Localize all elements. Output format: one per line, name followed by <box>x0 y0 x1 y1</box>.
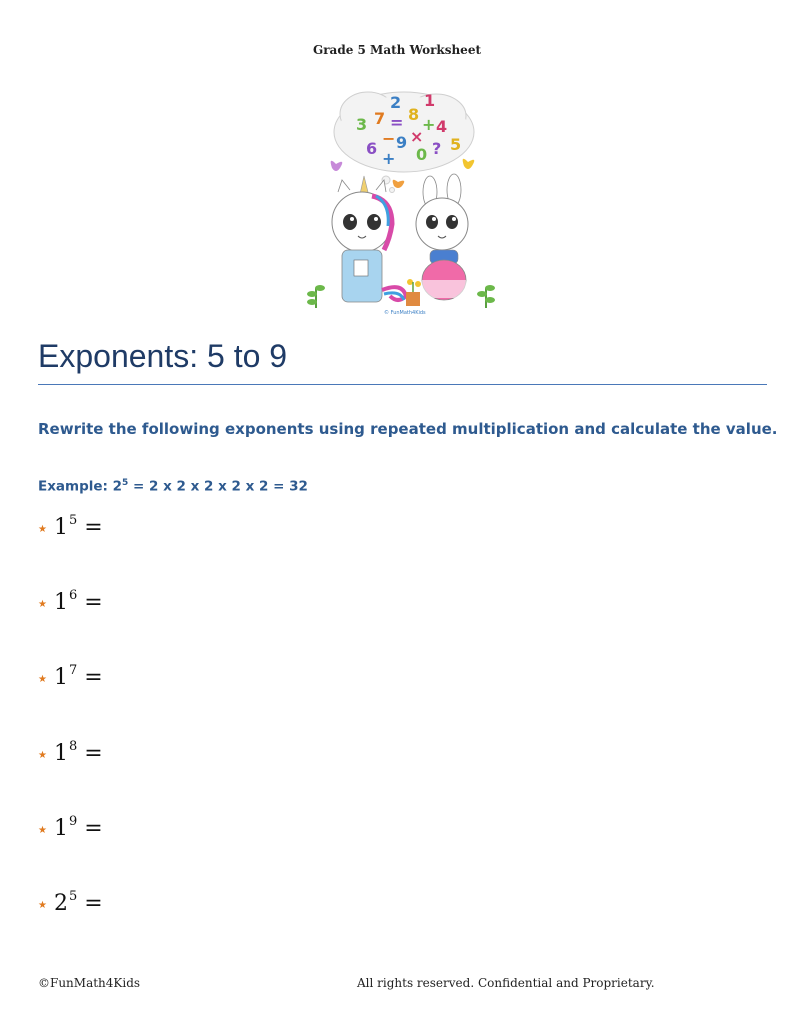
cloud-number: × <box>410 127 424 146</box>
butterfly-icon <box>463 159 475 169</box>
problem-exponent: 6 <box>68 588 78 603</box>
problem-item <box>38 500 103 540</box>
cloud-number: + <box>422 115 436 134</box>
problem-equals: = <box>84 515 103 540</box>
cloud-number: 6 <box>366 139 378 158</box>
star-icon: ★ <box>38 900 47 911</box>
problem-item <box>38 801 103 841</box>
problem-exponent: 9 <box>68 814 78 829</box>
problem-exponent: 7 <box>68 663 78 678</box>
cloud-number: − <box>382 129 396 148</box>
cloud-number: = <box>390 113 404 132</box>
unicorn-kitten-drawing <box>332 176 406 302</box>
worksheet-title: Exponents: 5 to 9 <box>38 338 288 374</box>
star-icon: ★ <box>38 674 47 685</box>
cloud-number: 3 <box>356 115 368 134</box>
footer-copyright: ©FunMath4Kids <box>38 976 141 990</box>
butterfly-icon <box>331 161 343 171</box>
illustration-image <box>306 84 502 316</box>
butterfly-icon <box>393 180 405 188</box>
problem-item <box>38 575 103 615</box>
cloud-number: 5 <box>450 135 462 154</box>
example-label: Example: 2 <box>38 478 123 495</box>
problem-exponent: 5 <box>68 889 78 904</box>
problem-equals: = <box>84 816 103 841</box>
example-expression: = 2 x 2 x 2 x 2 x 2 = 32 <box>128 478 308 495</box>
plant-icon <box>307 285 325 308</box>
problem-base: 1 <box>53 741 68 766</box>
bunny-drawing <box>416 174 468 300</box>
problem-item <box>38 726 103 766</box>
problem-equals: = <box>84 590 103 615</box>
example-line <box>38 478 308 495</box>
cloud-number: 4 <box>436 117 448 136</box>
problem-exponent: 5 <box>68 513 78 528</box>
cloud-number: + <box>382 149 396 168</box>
problem-item <box>38 876 103 916</box>
footer-rights-notice: All rights reserved. Confidential and Proprietary. <box>357 976 655 990</box>
problem-base: 1 <box>53 665 68 690</box>
problem-base: 2 <box>53 891 68 916</box>
problem-exponent: 8 <box>68 739 78 754</box>
cloud-number: ? <box>432 139 442 158</box>
star-icon: ★ <box>38 524 47 535</box>
star-icon: ★ <box>38 599 47 610</box>
problem-base: 1 <box>53 816 68 841</box>
problem-equals: = <box>84 665 103 690</box>
problem-equals: = <box>84 741 103 766</box>
example-exponent: 5 <box>122 478 129 488</box>
problem-item <box>38 650 103 690</box>
problem-base: 1 <box>53 590 68 615</box>
star-icon: ★ <box>38 825 47 836</box>
flower-pot-icon <box>406 279 421 306</box>
illustration-watermark: © FunMath4Kids <box>384 310 426 316</box>
cloud-number: 8 <box>408 105 420 124</box>
instructions-text: Rewrite the following exponents using repeated multiplication and calculate the value. <box>38 420 778 438</box>
cloud-number: 9 <box>396 133 408 152</box>
cloud-number: 7 <box>374 109 386 128</box>
page-header-title: Grade 5 Math Worksheet <box>312 43 481 57</box>
cloud-number: 2 <box>390 93 402 112</box>
title-divider <box>38 384 767 385</box>
cloud-number: 1 <box>424 91 436 110</box>
cloud-number: 0 <box>416 145 428 164</box>
problem-base: 1 <box>53 515 68 540</box>
plant-icon <box>477 285 495 308</box>
problem-equals: = <box>84 891 103 916</box>
star-icon: ★ <box>38 750 47 761</box>
